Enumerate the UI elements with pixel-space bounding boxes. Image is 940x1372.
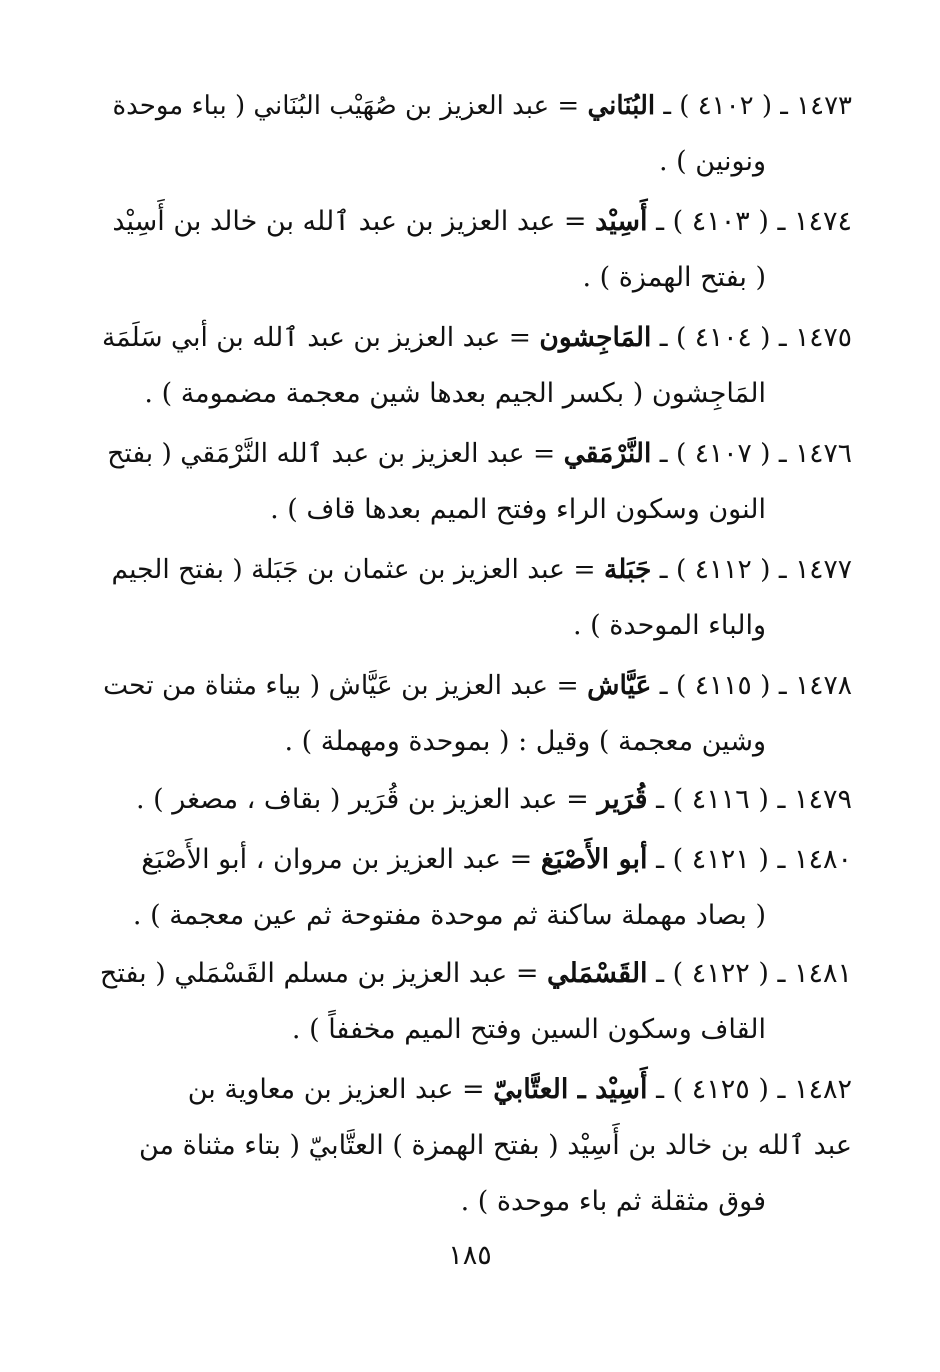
entry-1473	[100, 78, 852, 190]
entry-number: ١٤٧٥ ـ ( ٤١٠٤ ) ـ	[651, 322, 852, 353]
entry-first-line	[100, 832, 852, 888]
entry-first-line	[100, 772, 852, 828]
entry-definition: = عبد العزيز بن معاوية بن	[187, 1074, 494, 1105]
entry-term: عَيَّاش	[587, 670, 652, 701]
entry-1478	[100, 658, 852, 770]
entry-term: البُنَاني	[587, 91, 656, 121]
entry-continuation: المَاجِشون ( بكسر الجيم بعدها شين معجمة مضمومة ) .	[144, 378, 766, 409]
entry-continuation: ( بفتح الهمزة ) .	[582, 262, 766, 293]
entry-first-line	[100, 78, 852, 134]
entry-definition: = عبد العزيز بن مروان ، أبو الأَصْبَغ	[141, 844, 541, 875]
entry-continuation: القاف وسكون السين وفتح الميم مخففاً ) .	[291, 1014, 766, 1045]
entry-definition: = عبد العزيز بن صُهَيْب البُنَاني ( بباء موحدة	[112, 91, 588, 121]
entry-number: ١٤٧٤ ـ ( ٤١٠٣ ) ـ	[647, 206, 852, 237]
entry-first-line	[100, 310, 852, 366]
entry-continuation: وشين معجمة ) وقيل : ( بموحدة ومهملة ) .	[284, 726, 766, 757]
entry-1476	[100, 426, 852, 538]
entry-definition: = عبد العزيز بن عبد ٱلله بن أبي سَلَمَة	[102, 322, 540, 353]
entry-number: ١٤٨١ ـ ( ٤١٢٢ ) ـ	[647, 958, 852, 989]
entry-number: ١٤٧٦ ـ ( ٤١٠٧ ) ـ	[651, 438, 852, 469]
entry-continuation: فوق مثقلة ثم باء موحدة ) .	[460, 1186, 766, 1217]
entry-continuation: ونونين ) .	[659, 146, 766, 177]
entry-continuation: والباء الموحدة ) .	[573, 610, 766, 641]
entry-first-line	[100, 1062, 852, 1118]
entry-continuation: النون وسكون الراء وفتح الميم بعدها قاف ) .	[270, 494, 766, 525]
entry-continuation: عبد ٱلله بن خالد بن أَسِيْد ( بفتح الهمزة ) العتَّابيّ ( بتاء مثناة من	[139, 1130, 852, 1161]
entry-term: النَّرْمَقي	[563, 438, 652, 469]
entry-definition: = عبد العزيز بن عبد ٱلله النَّرْمَقي ( بفتح	[107, 438, 564, 469]
entry-1475	[100, 310, 852, 422]
entry-1481	[100, 946, 852, 1058]
entry-number: ١٤٧٩ ـ ( ٤١١٦ ) ـ	[647, 784, 852, 815]
entry-definition: = عبد العزيز بن عثمان بن جَبَلة ( بفتح الجيم	[111, 554, 605, 585]
entry-1479	[100, 772, 852, 828]
entry-first-line	[100, 946, 852, 1002]
entry-number: ١٤٧٣ ـ ( ٤١٠٢ ) ـ	[655, 91, 852, 121]
entry-definition: = عبد العزيز بن مسلم القَسْمَلي ( بفتح	[99, 958, 548, 989]
entry-definition: = عبد العزيز بن عَيَّاش ( بياء مثناة من تحت	[103, 670, 588, 701]
entry-term: قُرَير	[597, 784, 648, 815]
entry-1482	[100, 1062, 852, 1230]
entry-definition: = عبد العزيز بن قُرَير ( بقاف ، مصغر ) .	[135, 784, 598, 815]
entry-first-line	[100, 542, 852, 598]
entry-term: جَبَلة	[604, 554, 652, 585]
entry-term: المَاجِشون	[539, 322, 652, 353]
entry-first-line	[100, 194, 852, 250]
entry-continuation: ( بصاد مهملة ساكنة ثم موحدة مفتوحة ثم عين معجمة ) .	[132, 900, 766, 931]
entry-definition: = عبد العزيز بن عبد ٱلله بن خالد بن أَسِيْد	[112, 206, 596, 237]
entry-number: ١٤٨٢ ـ ( ٤١٢٥ ) ـ	[647, 1074, 852, 1105]
entry-term: أبو الأَصْبَغ	[540, 844, 648, 875]
entry-number: ١٤٧٨ ـ ( ٤١١٥ ) ـ	[651, 670, 852, 701]
entry-term: أَسِيْد	[595, 206, 648, 237]
entry-number: ١٤٧٧ ـ ( ٤١١٢ ) ـ	[651, 554, 852, 585]
entry-first-line	[100, 426, 852, 482]
entry-first-line	[100, 658, 852, 714]
entry-1477	[100, 542, 852, 654]
entry-number: ١٤٨٠ ـ ( ٤١٢١ ) ـ	[647, 844, 852, 875]
entry-1480	[100, 832, 852, 944]
entry-term: القَسْمَلي	[547, 958, 648, 989]
entry-1474	[100, 194, 852, 306]
entry-term: أَسِيْد ـ العتَّابيّ	[493, 1074, 648, 1105]
page-number: ١٨٥	[448, 1240, 492, 1271]
